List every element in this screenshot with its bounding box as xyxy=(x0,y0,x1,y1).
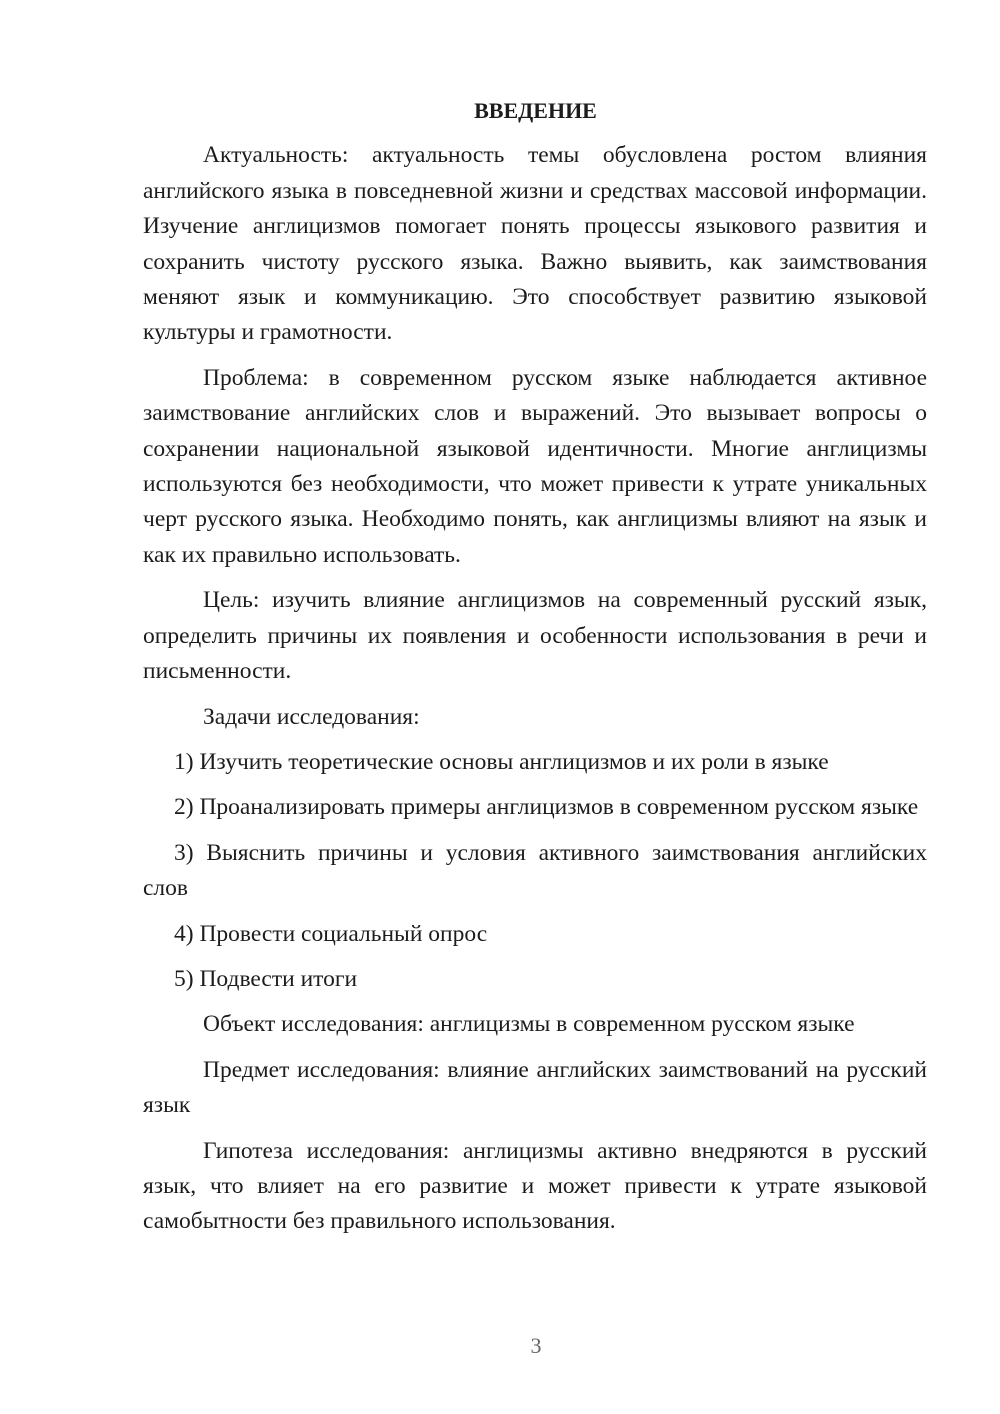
task-item: 1) Изучить теоретические основы англицизмов и их роли в языке xyxy=(174,748,829,775)
page-number: 3 xyxy=(530,1333,542,1358)
task-item: 2) Проанализировать примеры англицизмов в современном русском языке xyxy=(174,794,919,821)
object-paragraph: Объект исследования: англицизмы в современном русском языке xyxy=(203,1011,855,1038)
relevance-paragraph: Актуальность: актуальность темы обусловлена ростом влияния английского языка в повседневной жизни и средствах массовой информации. Изучение англицизмов помогает понять процессы языкового развития и сохранить чистоту русского языка. Важно выявить, как заимствования меняют язык и коммуникацию. Это способствует развитию языковой культуры и грамотности. xyxy=(143,142,927,346)
task-item: 3) Выяснить причины и условия активного заимствования английских слов xyxy=(143,839,927,902)
task-item: 5) Подвести итоги xyxy=(174,965,358,992)
subject-paragraph: Предмет исследования: влияние английских заимствований на русский язык xyxy=(143,1056,927,1119)
hypothesis-paragraph: Гипотеза исследования: англицизмы активно внедряются в русский язык, что влияет на его развитие и может привести к утрате языковой самобытности без правильного использования. xyxy=(143,1137,927,1235)
goal-paragraph: Цель: изучить влияние англицизмов на современный русский язык, определить причины их появления и особенности использования в речи и письменности. xyxy=(143,587,927,685)
problem-paragraph: Проблема: в современном русском языке наблюдается активное заимствование английских слов и выражений. Это вызывает вопросы о сохранении национальной языковой идентичности. Многие англицизмы используются без необходимости, что может привести к утрате уникальных черт русского языка. Необходимо понять, как англицизмы влияют на язык и как их правильно использовать. xyxy=(143,364,927,568)
page-content xyxy=(143,93,927,1250)
page-title: ВВЕДЕНИЕ xyxy=(474,98,597,123)
tasks-heading: Задачи исследования: xyxy=(203,703,420,730)
task-item: 4) Провести социальный опрос xyxy=(174,920,488,947)
